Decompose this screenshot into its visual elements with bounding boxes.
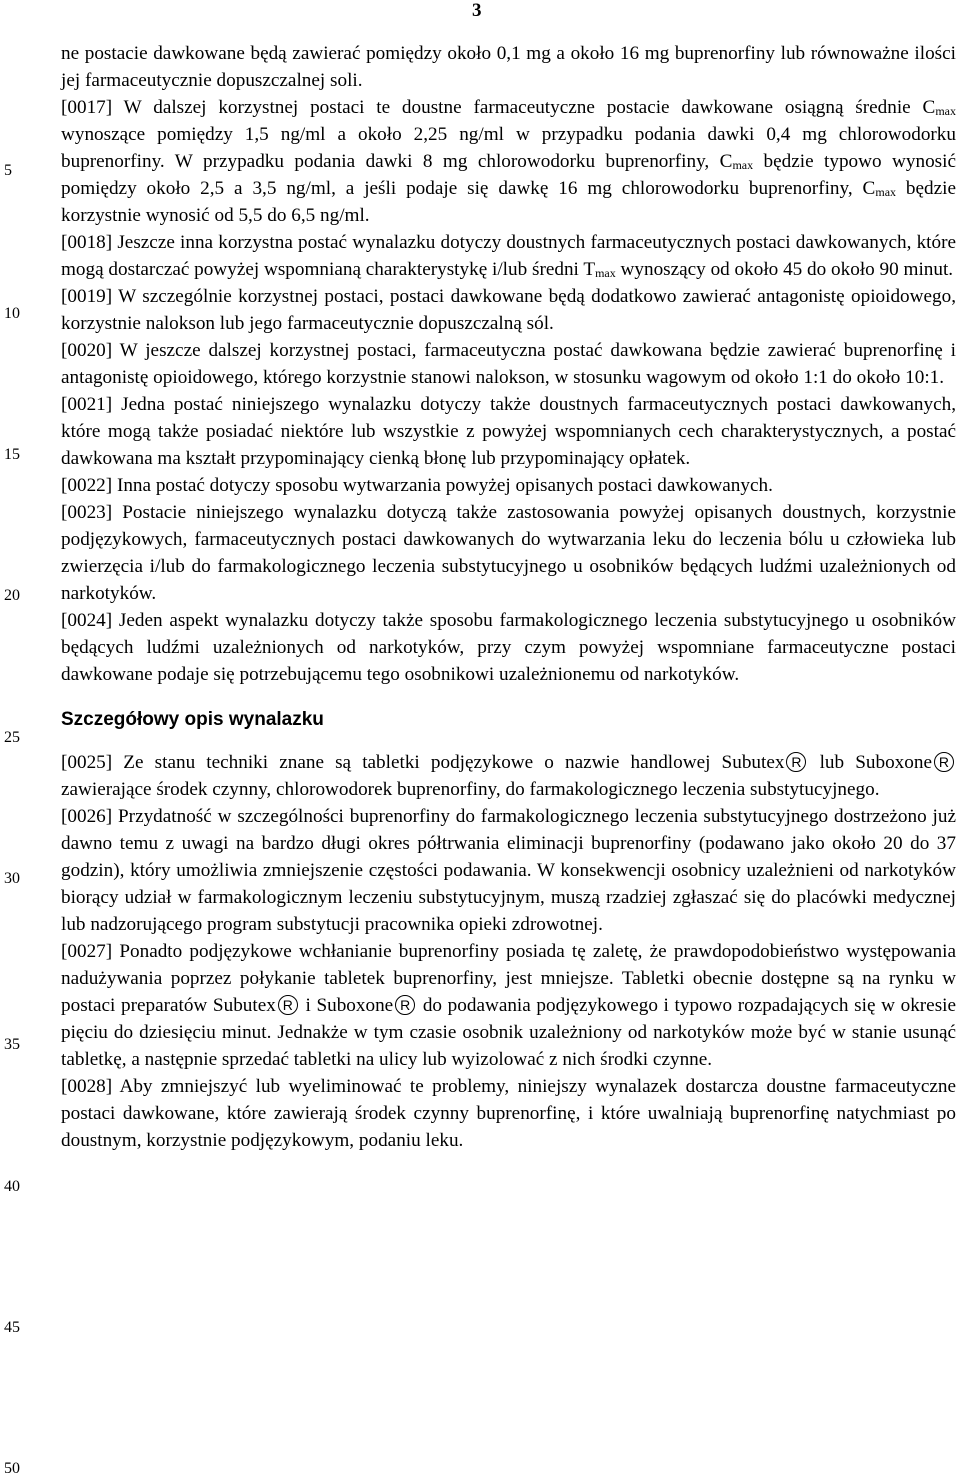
paragraph-0026 <box>61 803 956 938</box>
paragraph-id: [0026] <box>61 806 113 827</box>
paragraph-0027 <box>61 938 956 1073</box>
paragraph-text: do podawania podjęzykowego i typowo rozpadających się w okresie pięciu do dziesięciu minut. Jednakże w tym czasie osobnik uzależniony od narkotyków może być w stanie usunąć tabletkę, a następnie sprzedać tabletki na ulicy lub wyizolować z nich środki czynne. <box>61 995 957 1070</box>
paragraph-continuation <box>61 40 956 94</box>
paragraph-0017 <box>61 94 956 229</box>
paragraph-id: [0018] <box>61 232 113 253</box>
paragraph-text: zawierające środek czynny, chlorowodorek buprenorfiny, do farmakologicznego leczenia substytucyjnego. <box>61 779 880 800</box>
paragraph-text: wynoszący od około 45 do około 90 minut. <box>615 259 954 280</box>
paragraph-text: Jeszcze inna korzystna postać wynalazku dotyczy doustnych farmaceutycznych postaci dawkowanych, które mogą dostarczać powyżej wspomnianą charakterystykę i/lub średni T <box>61 232 956 280</box>
paragraph-0025 <box>61 749 956 803</box>
line-number: 40 <box>4 1178 20 1195</box>
paragraph-text: lub Suboxone <box>808 752 932 773</box>
paragraph-0019 <box>61 283 956 337</box>
page-number: 3 <box>472 0 482 21</box>
paragraph-0022 <box>61 472 956 499</box>
paragraph-text: W jeszcze dalszej korzystnej postaci, farmaceutyczna postać dawkowana będzie zawierać buprenorfinę i antagonistę opioidowego, którego korzystnie stanowi nalokson, w stosunku wagowym od około 1:1 do około 10:1. <box>61 340 956 388</box>
paragraph-text: Jedna postać niniejszego wynalazku dotyczy także doustnych farmaceutycznych postaci dawkowanych, które mogą także posiadać niektóre lub wszystkie z powyżej wspomnianych cech charakterystycznych, a postać dawkowana ma kształt przypominający cienką błonę lub przypominający opłatek. <box>61 394 956 469</box>
section-heading: Szczegółowy opis wynalazku <box>61 709 324 730</box>
registered-trademark-icon: R <box>786 752 806 772</box>
paragraph-text: Jeden aspekt wynalazku dotyczy także sposobu farmakologicznego leczenia substytucyjnego u osobników będących ludźmi uzależnionych od narkotyków, przy czym powyżej wspomniane farmaceutyczne postaci dawkowane podaje się potrzebującemu tego osobnikowi uzależnionemu od narkotyków. <box>61 610 956 685</box>
subscript: max <box>935 104 956 118</box>
paragraph-id: [0020] <box>61 340 113 361</box>
paragraph-id: [0023] <box>61 502 113 523</box>
paragraph-id: [0019] <box>61 286 113 307</box>
paragraph-0020 <box>61 337 956 391</box>
line-number: 35 <box>4 1036 20 1053</box>
paragraph-0023 <box>61 499 956 607</box>
line-number: 25 <box>4 729 20 746</box>
registered-trademark-icon: R <box>934 752 954 772</box>
line-number: 5 <box>4 162 12 179</box>
paragraph-text: Postacie niniejszego wynalazku dotyczą także zastosowania powyżej opisanych doustnych, korzystnie podjęzykowych, farmaceutycznych postaci dawkowanych do wytwarzania leku do leczenia bólu u człowieka lub zwierzęcia i/lub do farmakologicznego leczenia substytucyjnego u osobników będących ludźmi uzależnionych od narkotyków. <box>61 502 956 604</box>
registered-trademark-icon: R <box>395 995 415 1015</box>
paragraph-id: [0017] <box>61 97 113 118</box>
paragraph-id: [0027] <box>61 941 113 962</box>
paragraph-0028 <box>61 1073 956 1154</box>
paragraph-id: [0022] <box>61 475 113 496</box>
paragraph-text: Przydatność w szczególności buprenorfiny do farmakologicznego leczenia substytucyjnego dostrzeżono już dawno temu z uwagi na bardzo długi okres półtrwania eliminacji buprenorfiny (podawano jako około 20 do 37 godzin), który umożliwia zmniejszenie częstości podawania. W konsekwencji osobnicy uzależnieni od narkotyków biorący udział w farmakologicznym leczeniu substytucyjnym, muszą rzadziej zgłaszać się do placówki medycznej lub nadzorującego program substytucji pracownika opieki zdrowotnej. <box>61 806 956 935</box>
registered-trademark-icon: R <box>278 995 298 1015</box>
paragraph-text: wynoszące pomiędzy 1,5 ng/ml a około 2,25 ng/ml w przypadku podania dawki 0,4 mg chlorowodorku buprenorfiny. W przypadku podania dawki 8 mg chlorowodorku buprenorfiny, C <box>61 124 956 172</box>
line-number: 15 <box>4 446 20 463</box>
line-number: 50 <box>4 1460 20 1477</box>
paragraph-text: Ponadto podjęzykowe wchłanianie buprenorfiny posiada tę zaletę, że prawdopodobieństwo występowania nadużywania poprzez połykanie tabletek buprenorfiny, jest mniejsze. Tabletki obecnie dostępne są na rynku w postaci preparatów Subutex <box>61 941 956 1016</box>
subscript: max <box>732 158 754 172</box>
paragraph-0024 <box>61 607 956 688</box>
paragraph-text: będzie typowo wynosić pomiędzy około 2,5 a 3,5 ng/ml, a jeśli podaje się dawkę 16 mg chlorowodorku buprenorfiny, C <box>61 151 956 199</box>
paragraph-text: W szczególnie korzystnej postaci, postaci dawkowane będą dodatkowo zawierać antagonistę opioidowego, korzystnie nalokson lub jego farmaceutycznie dopuszczalną sól. <box>61 286 956 334</box>
paragraph-text: ne postacie dawkowane będą zawierać pomiędzy około 0,1 mg a około 16 mg buprenorfiny lub równoważne ilości jej farmaceutycznie dopuszczalnej soli. <box>61 43 956 91</box>
paragraph-text: Aby zmniejszyć lub wyeliminować te problemy, niniejszy wynalazek dostarcza doustne farmaceutyczne postaci dawkowane, które zawierają środek czynny buprenorfinę, i które uwalniają buprenorfinę natychmiast po doustnym, korzystnie podjęzykowym, podaniu leku. <box>61 1076 956 1151</box>
line-number: 45 <box>4 1319 20 1336</box>
paragraph-id: [0028] <box>61 1076 113 1097</box>
paragraph-text: i Suboxone <box>299 995 394 1016</box>
document-body <box>61 40 956 1154</box>
paragraph-id: [0025] <box>61 752 113 773</box>
paragraph-text: W dalszej korzystnej postaci te doustne farmaceutyczne postacie dawkowane osiągną średnie C <box>112 97 936 118</box>
line-number-margin <box>0 0 40 1479</box>
paragraph-text: Ze stanu techniki znane są tabletki podjęzykowe o nazwie handlowej Subutex <box>112 752 785 773</box>
paragraph-text: będzie korzystnie wynosić od 5,5 do 6,5 ng/ml. <box>61 178 956 226</box>
paragraph-id: [0021] <box>61 394 113 415</box>
paragraph-0018 <box>61 229 956 283</box>
line-number: 10 <box>4 305 20 322</box>
paragraph-text: Inna postać dotyczy sposobu wytwarzania powyżej opisanych postaci dawkowanych. <box>112 475 773 496</box>
subscript: max <box>875 185 897 199</box>
subscript: max <box>595 266 616 280</box>
paragraph-id: [0024] <box>61 610 113 631</box>
line-number: 20 <box>4 587 20 604</box>
paragraph-0021 <box>61 391 956 472</box>
line-number: 30 <box>4 870 20 887</box>
